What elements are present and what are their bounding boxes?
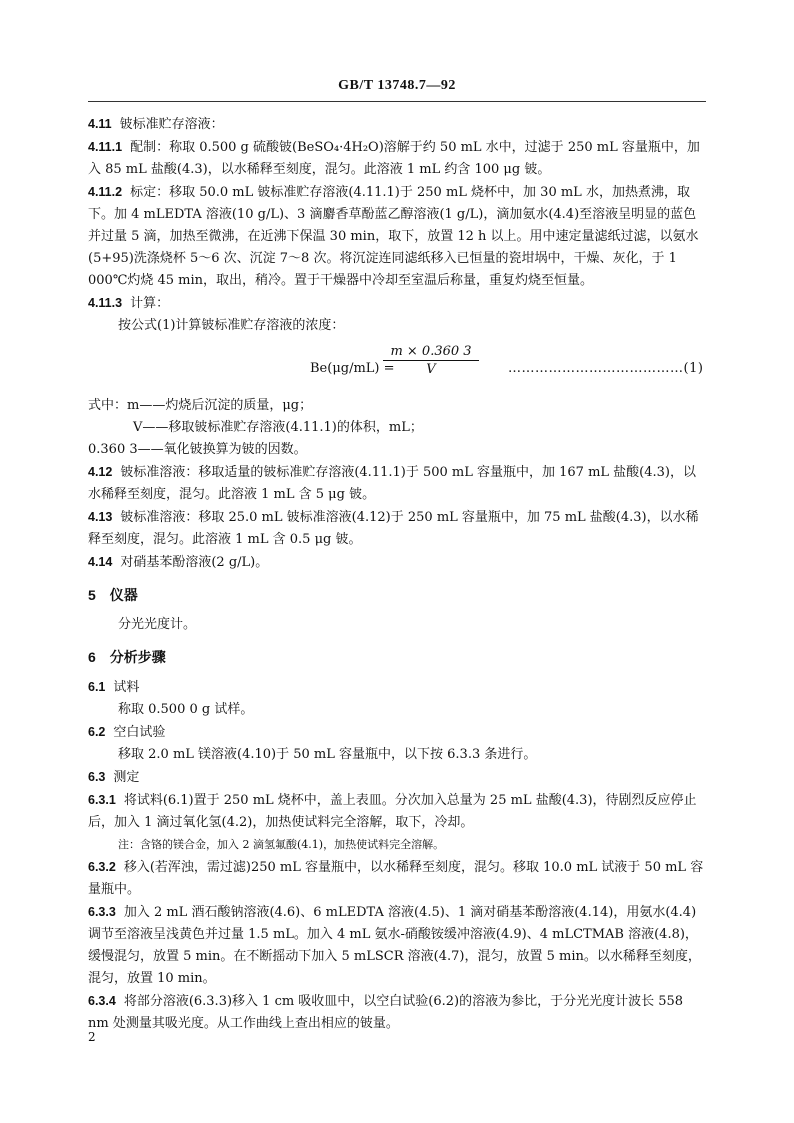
clause-6-2-body: 移取 2.0 mL 镁溶液(4.10)于 50 mL 容量瓶中，以下按 6.3.3 条进行。 <box>118 747 537 762</box>
formula-numerator: m × 0.360 3 <box>383 343 479 361</box>
clause-6-2: 6.2 空白试验 <box>88 725 166 740</box>
page-number: 2 <box>88 1030 96 1044</box>
formula-1 <box>88 337 706 395</box>
clause-6-3-3: 6.3.3 加入 2 mL 酒石酸钠溶液(4.6)、6 mLEDTA 溶液(4.5)、1 滴对硝基苯酚溶液(4.14)，用氨水(4.4)调节至溶液呈浅黄色并过量 1.5 mL。加入 4 mL 氨水-硝酸铵缓冲溶液(4.9)、4 mLCTMAB 溶液(4.8)，缓慢混匀，放置 5 min。在不断摇动下加入 5 mLSCR 溶液(4.7)，混匀，放置 5 min。以水稀释至刻度，混匀，放置 10 min。 <box>88 905 701 986</box>
clause-6-3-1: 6.3.1 将试料(6.1)置于 250 mL 烧杯中，盖上表皿。分次加入总量为 25 mL 盐酸(4.3)，待剧烈反应停止后，加入 1 滴过氧化氢(4.2)，加热使试料完全溶解，取下，冷却。 <box>88 793 697 830</box>
section-5-text: 分光光度计。 <box>118 617 197 632</box>
where-intro: 式中：m——灼烧后沉淀的质量，μg； <box>88 398 313 413</box>
document-body <box>88 113 706 1035</box>
clause-4-12: 4.12 铍标准溶液：移取适量的铍标准贮存溶液(4.11.1)于 500 mL 容量瓶中，加 167 mL 盐酸(4.3)，以水稀释至刻度，混匀。此溶液 1 mL 含 5 μg 铍。 <box>88 465 696 502</box>
clause-6-3-4: 6.3.4 将部分溶液(6.3.3)移入 1 cm 吸收皿中，以空白试验(6.2)的溶液为参比，于分光光度计波长 558 nm 处测量其吸光度。从工作曲线上查出相应的铍量。 <box>88 994 684 1031</box>
header-rule <box>88 101 706 102</box>
clause-6-3-2: 6.3.2 移入(若浑浊，需过滤)250 mL 容量瓶中，以水稀释至刻度，混匀。移取 10.0 mL 试液于 50 mL 容量瓶中。 <box>88 860 704 897</box>
formula-intro: 按公式(1)计算铍标准贮存溶液的浓度： <box>118 318 345 333</box>
formula-label: …………………………………(1) <box>508 361 704 376</box>
formula-fraction <box>383 343 479 379</box>
page-header: GB/T 13748.7—92 <box>338 78 456 93</box>
clause-4-13: 4.13 铍标准溶液：移取 25.0 mL 铍标准溶液(4.12)于 250 mL 容量瓶中，加 75 mL 盐酸(4.3)，以水稀释至刻度，混匀。此溶液 1 mL 含 0.5 μg 铍。 <box>88 510 699 547</box>
section-5-title: 5 仪器 <box>88 587 138 603</box>
clause-6-1: 6.1 试料 <box>88 680 140 695</box>
formula-denominator: V <box>426 362 436 377</box>
clause-4-11-2: 4.11.2 标定：移取 50.0 mL 铍标准贮存溶液(4.11.1)于 250 mL 烧杯中，加 30 mL 水，加热煮沸，取下。加 4 mLEDTA 溶液(10 g/L)、3 滴麝香草酚蓝乙醇溶液(1 g/L)，滴加氨水(4.4)至溶液呈明显的蓝色并过量 5 滴，加热至微沸，在近沸下保温 30 min，取下，放置 12 h 以上。用中速定量滤纸过滤，以氨水(5+95)洗涤烧杯 5～6 次、沉淀 7～8 次。将沉淀连同滤纸移入已恒量的瓷坩埚中，干燥、灰化，于 1 000℃灼烧 45 min，取出，稍冷。置于干燥器中冷却至室温后称量，重复灼烧至恒量。 <box>88 185 699 288</box>
note: 注：含铬的镁合金，加入 2 滴氢氟酸(4.1)，加热使试料完全溶解。 <box>118 838 445 851</box>
clause-4-14: 4.14 对硝基苯酚溶液(2 g/L)。 <box>88 555 269 570</box>
clause-6-3: 6.3 测定 <box>88 770 140 785</box>
clause-4-11-1: 4.11.1 配制：称取 0.500 g 硫酸铍(BeSO₄·4H₂O)溶解于约 50 mL 水中，过滤于 250 mL 容量瓶中，加入 85 mL 盐酸(4.3)，以水稀释至刻度，混匀。此溶液 1 mL 约含 100 μg 铍。 <box>88 140 700 177</box>
where-v: V——移取铍标准贮存溶液(4.11.1)的体积，mL； <box>133 420 423 435</box>
where-constant: 0.360 3——氧化铍换算为铍的因数。 <box>88 442 307 457</box>
clause-6-1-body: 称取 0.500 0 g 试样。 <box>118 702 254 717</box>
formula-lhs: Be(μg/mL) = <box>310 361 395 376</box>
clause-4-11-3: 4.11.3 计算： <box>88 296 170 311</box>
clause-4-11: 4.11 铍标准贮存溶液： <box>88 117 224 132</box>
section-6-title: 6 分析步骤 <box>88 649 166 665</box>
